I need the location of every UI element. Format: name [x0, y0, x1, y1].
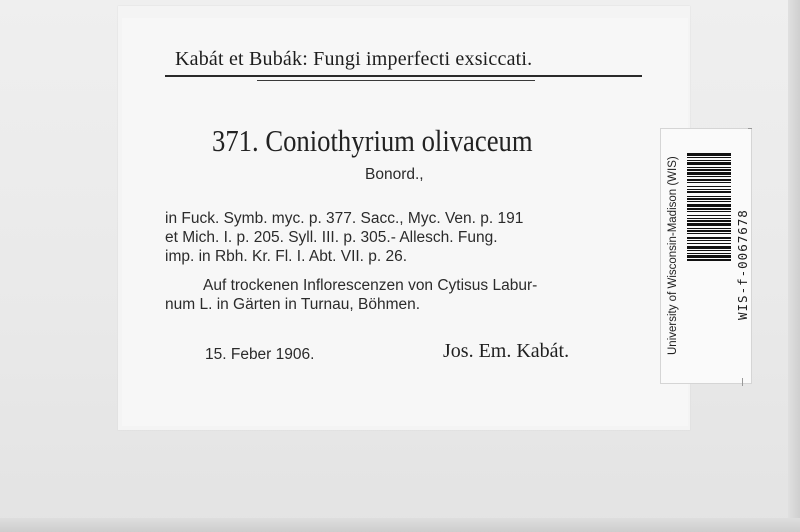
barcode-bar [687, 246, 731, 249]
barcode-bar [687, 201, 731, 202]
barcode-bar [687, 182, 731, 183]
barcode-bar [687, 253, 731, 254]
barcode-bar [687, 176, 731, 177]
barcode-bar [687, 179, 731, 181]
barcode-bar [687, 160, 731, 161]
barcode-id: WIS-f-0067678 [735, 209, 750, 320]
habitat-line: Auf trockenen Inflorescenzen von Cytisus Labur- [203, 277, 538, 294]
barcode-bar [687, 218, 731, 219]
barcode-bar [687, 191, 731, 193]
barcode-bar [687, 196, 731, 197]
barcode-bar [687, 189, 731, 190]
header-rule [165, 75, 642, 77]
barcode-bar [687, 237, 731, 239]
sheet-edge [788, 0, 800, 532]
barcode-bar [687, 223, 731, 226]
literature-references [165, 209, 635, 266]
specimen-title: 371. Coniothyrium olivaceum [212, 123, 533, 158]
sheet-edge [0, 518, 800, 532]
collection-date: 15. Feber 1906. [205, 346, 315, 363]
barcode-bar [687, 233, 731, 234]
corner-mark [742, 378, 743, 386]
specimen-author: Bonord., [365, 166, 424, 183]
barcode-bar [687, 228, 731, 229]
barcode-bar [687, 208, 731, 210]
collector-name: Jos. Em. Kabát. [443, 340, 570, 362]
barcode-bar [687, 259, 731, 261]
corner-mark [748, 128, 752, 129]
barcode-bar [687, 198, 731, 200]
header-rule [257, 80, 535, 81]
barcode-bar [687, 250, 731, 251]
barcode-bar [687, 215, 731, 216]
barcode-bar [687, 153, 731, 156]
barcode-bar [687, 220, 731, 222]
barcode-bar [687, 169, 731, 171]
reference-line: imp. in Rbh. Kr. Fl. I. Abt. VII. p. 26. [165, 248, 408, 265]
barcode-bar [687, 157, 731, 158]
exsiccata-title: Kabát et Bubák: Fungi imperfecti exsiccati. [175, 48, 533, 70]
barcode-bar [687, 243, 731, 244]
habitat-text [165, 276, 635, 314]
barcode-bar [687, 167, 731, 168]
barcode-institution: University of Wisconsin-Madison (WIS) [667, 156, 679, 355]
barcode-bar [687, 240, 731, 241]
barcode-bar [687, 204, 731, 207]
barcode-bar [687, 172, 731, 175]
habitat-line: num L. in Gärten in Turnau, Böhmen. [165, 296, 421, 313]
reference-line: in Fuck. Symb. myc. p. 377. Sacc., Myc. Ven. p. 191 [165, 210, 524, 227]
barcode-bar [687, 255, 731, 258]
barcode [687, 153, 731, 357]
barcode-bar [687, 211, 731, 212]
barcode-bar [687, 186, 731, 187]
barcode-bar [687, 162, 731, 165]
barcode-bar [687, 230, 731, 232]
reference-line: et Mich. I. p. 205. Syll. III. p. 305.- Allesch. Fung. [165, 229, 498, 246]
